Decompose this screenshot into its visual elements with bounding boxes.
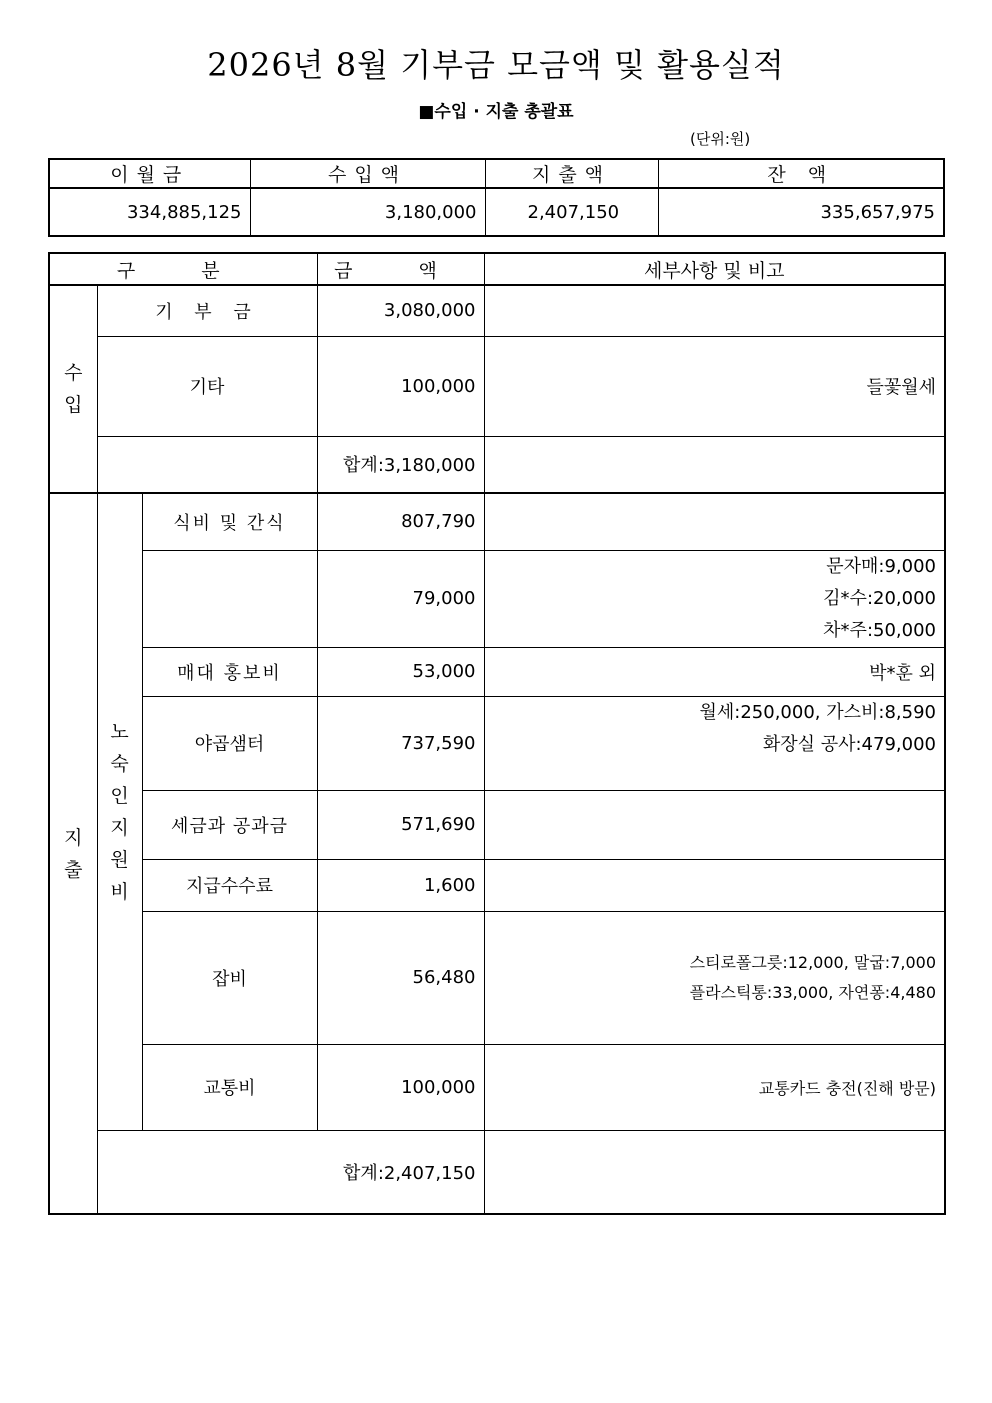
unit-label: (단위:원) bbox=[690, 130, 751, 148]
expense-total-note bbox=[484, 1130, 945, 1214]
expense-row-amount: 1,600 bbox=[317, 859, 484, 911]
income-row-amount: 3,080,000 bbox=[317, 285, 484, 336]
expense-row-amount: 737,590 bbox=[317, 696, 484, 790]
header-notes: 세부사항 및 비고 bbox=[484, 253, 945, 285]
expense-row-amount: 571,690 bbox=[317, 790, 484, 859]
summary-income-value: 3,180,000 bbox=[250, 188, 485, 236]
expense-sub-label-text: 노숙인지원비 bbox=[110, 720, 129, 903]
summary-carryover-value: 334,885,125 bbox=[49, 188, 250, 236]
income-label-text: 수입 bbox=[64, 362, 83, 416]
expense-sub-label bbox=[97, 493, 142, 1130]
summary-balance-value: 335,657,975 bbox=[658, 188, 944, 236]
income-label bbox=[49, 285, 97, 493]
expense-row-note bbox=[484, 911, 945, 1044]
expense-row-category: 교통비 bbox=[142, 1044, 317, 1130]
summary-table bbox=[48, 158, 945, 237]
expense-row-category: 세금과 공과금 bbox=[142, 790, 317, 859]
income-row-category: 기타 bbox=[97, 336, 317, 436]
note-line: 화장실 공사:479,000 bbox=[762, 733, 936, 755]
expense-row-amount: 100,000 bbox=[317, 1044, 484, 1130]
expense-row-category: 야곱샘터 bbox=[142, 696, 317, 790]
expense-row-category: 매대 홍보비 bbox=[142, 647, 317, 696]
note-line: 김*수:20,000 bbox=[823, 587, 936, 609]
income-total: 합계:3,180,000 bbox=[317, 436, 484, 493]
note-line: 월세:250,000, 가스비:8,590 bbox=[699, 701, 936, 723]
summary-header-carryover: 이월금 bbox=[49, 159, 250, 188]
income-total-blank bbox=[97, 436, 317, 493]
note-line: 플라스틱통:33,000, 자연퐁:4,480 bbox=[689, 982, 936, 1002]
income-row-note bbox=[484, 285, 945, 336]
summary-header-balance: 잔 액 bbox=[658, 159, 944, 188]
summary-header-income: 수입액 bbox=[250, 159, 485, 188]
expense-row-amount: 53,000 bbox=[317, 647, 484, 696]
expense-row-note: 교통카드 충전(진해 방문) bbox=[484, 1044, 945, 1130]
income-total-note bbox=[484, 436, 945, 493]
note-line: 문자매:9,000 bbox=[826, 555, 936, 577]
expense-row-amount: 79,000 bbox=[317, 550, 484, 647]
expense-row-note bbox=[484, 790, 945, 859]
page-title: 2026년 8월 기부금 모금액 및 활용실적 bbox=[207, 46, 785, 84]
expense-total: 합계:2,407,150 bbox=[97, 1130, 484, 1214]
page-subtitle: ■수입 · 지출 총괄표 bbox=[418, 102, 574, 122]
expense-label-text: 지출 bbox=[64, 826, 83, 881]
income-row-category: 기 부 금 bbox=[97, 285, 317, 336]
header-category: 구 분 bbox=[49, 253, 317, 285]
expense-row-note bbox=[484, 493, 945, 550]
expense-row-note bbox=[484, 550, 945, 647]
summary-header-expense: 지출액 bbox=[485, 159, 658, 188]
expense-row-note: 박*훈 외 bbox=[484, 647, 945, 696]
income-row-amount: 100,000 bbox=[317, 336, 484, 436]
note-line: 스티로폴그릇:12,000, 말굽:7,000 bbox=[689, 952, 936, 972]
expense-row-category: 식비 및 간식 bbox=[142, 493, 317, 550]
detail-table bbox=[48, 252, 946, 1215]
expense-row-note bbox=[484, 859, 945, 911]
expense-row-category bbox=[142, 550, 317, 647]
summary-expense-value: 2,407,150 bbox=[485, 188, 658, 236]
expense-row-note bbox=[484, 696, 945, 790]
header-amount: 금 액 bbox=[317, 253, 484, 285]
expense-label bbox=[49, 493, 97, 1214]
note-line: 차*주:50,000 bbox=[823, 619, 936, 641]
expense-row-amount: 56,480 bbox=[317, 911, 484, 1044]
expense-row-amount: 807,790 bbox=[317, 493, 484, 550]
expense-row-category: 지급수수료 bbox=[142, 859, 317, 911]
expense-row-category: 잡비 bbox=[142, 911, 317, 1044]
income-row-note: 들꽃월세 bbox=[484, 336, 945, 436]
